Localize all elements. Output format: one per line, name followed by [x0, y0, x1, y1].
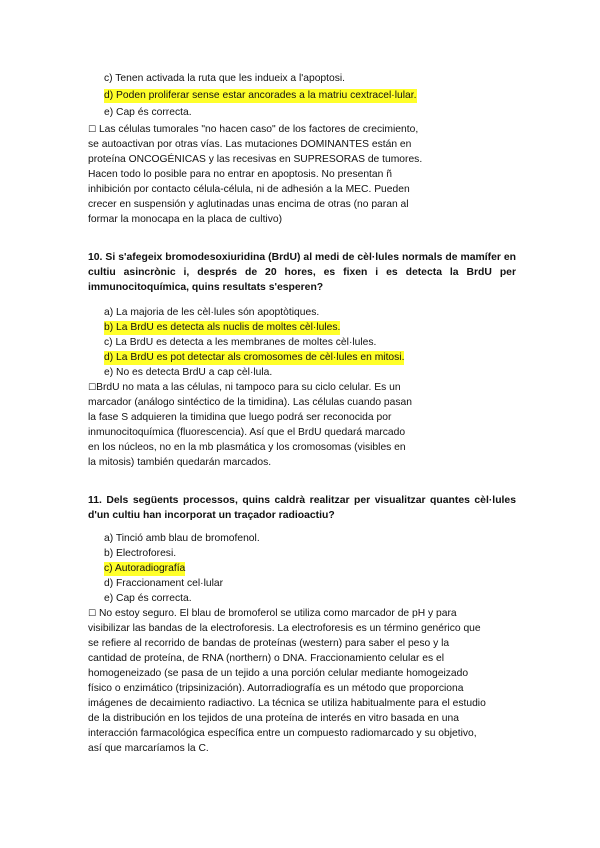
checkbox-icon: ☐: [88, 125, 97, 135]
explanation-line: proteína ONCOGÉNICAS y las recesivas en SUPRESORAS de tumores.: [88, 154, 423, 165]
option-c: c) Tenen activada la ruta que les indueix a l'apoptosi.: [104, 73, 346, 84]
explanation-line: así que marcaríamos la C.: [88, 743, 209, 754]
explanation-line: visibilizar las bandas de la electroforesis. La electroforesis es un término genérico que: [88, 623, 481, 634]
option-d: d) Fraccionament cel·lular: [104, 578, 224, 589]
option-c: c) La BrdU es detecta a les membranes de moltes cèl·lules.: [104, 337, 377, 348]
explanation-line: formar la monocapa en la placa de cultivo): [88, 214, 283, 225]
explanation-line: imágenes de decaimiento radiactivo. La técnica se utiliza habitualmente para el estudio: [88, 698, 486, 709]
explanation-line: ☐ Las células tumorales "no hacen caso" de los factores de crecimiento,: [88, 124, 419, 135]
explanation-line: ☐ No estoy seguro. El blau de bromoferol se utiliza como marcador de pH y para: [88, 608, 457, 619]
explanation-line: la mitosis) también quedarán marcados.: [88, 457, 272, 468]
option-d-highlighted: d) La BrdU es pot detectar als cromosomes de cèl·lules en mitosi.: [104, 352, 405, 363]
explanation-line: en los núcleos, no en la mb plasmática y los cromosomas (visibles en: [88, 442, 406, 453]
option-e: e) No es detecta BrdU a cap cèl·lula.: [104, 367, 273, 378]
question-11-title: 11. Dels següents processos, quins caldrà realitzar per visualitzar quantes cèl·lules d'un cultiu han incorporat un traçador radioactiu?: [88, 495, 516, 521]
explanation-line: marcador (análogo sintéctico de la timidina). Las células cuando pasan: [88, 397, 412, 408]
explanation-line: inhibición por contacto célula-célula, ni de adhesión a la MEC. Pueden: [88, 184, 410, 195]
option-a: a) La majoria de les cèl·lules són apoptòtiques.: [104, 307, 320, 318]
explanation-line: crecer en suspensión y aglutinadas unas encima de otras (no paran al: [88, 199, 409, 210]
option-e: e) Cap és correcta.: [104, 593, 192, 604]
checkbox-icon: ☐: [88, 383, 97, 393]
option-b: b) Electroforesi.: [104, 548, 177, 559]
option-a: a) Tinció amb blau de bromofenol.: [104, 533, 260, 544]
explanation-line: físico o enzimático (tripsinización). Autorradiografía es un método que proporciona: [88, 683, 464, 694]
explanation-line: homogeneizado (se pasa de un tejido a una porción celular mediante homogeizado: [88, 668, 469, 679]
explanation-line: la fase S adquieren la timidina que luego podrá ser reconocida por: [88, 412, 392, 423]
explanation-line: de la distribución en los tejidos de una proteína de interés en vitro basada en una: [88, 713, 459, 724]
option-d-highlighted: d) Poden proliferar sense estar ancorades a la matriu cextracel·lular.: [104, 90, 417, 101]
option-e: e) Cap és correcta.: [104, 107, 192, 118]
option-c-highlighted: c) Autoradiografía: [104, 563, 186, 574]
explanation-line: se autoactivan por otras vías. Las mutaciones DOMINANTES están en: [88, 139, 412, 150]
checkbox-icon: ☐: [88, 609, 97, 619]
option-b-highlighted: b) La BrdU es detecta als nuclis de moltes cèl·lules.: [104, 322, 341, 333]
explanation-line: Hacen todo lo posible para no entrar en apoptosis. No presentan ñ: [88, 169, 392, 180]
question-10-title: 10. Si s'afegeix bromodesoxiuridina (BrdU) al medi de cèl·lules normals de mamífer en cultiu asincrònic i, després de 20 hores, es fixen i es detecta la BrdU per immunocitoquímica, quins resultats s'esperen?: [88, 252, 516, 293]
explanation-line: interacción farmacológica específica entre un compuesto radiomarcado y su objetivo,: [88, 728, 477, 739]
explanation-line: se refiere al recorrido de bandas de proteínas (western) para saber el peso y la: [88, 638, 450, 649]
explanation-line: inmunocitoquímica (fluorescencia). Así que el BrdU quedará marcado: [88, 427, 406, 438]
explanation-line: cantidad de proteína, de RNA (northern) o DNA. Fraccionamiento celular es el: [88, 653, 444, 664]
explanation-line: ☐BrdU no mata a las células, ni tampoco para su ciclo celular. Es un: [88, 382, 401, 393]
